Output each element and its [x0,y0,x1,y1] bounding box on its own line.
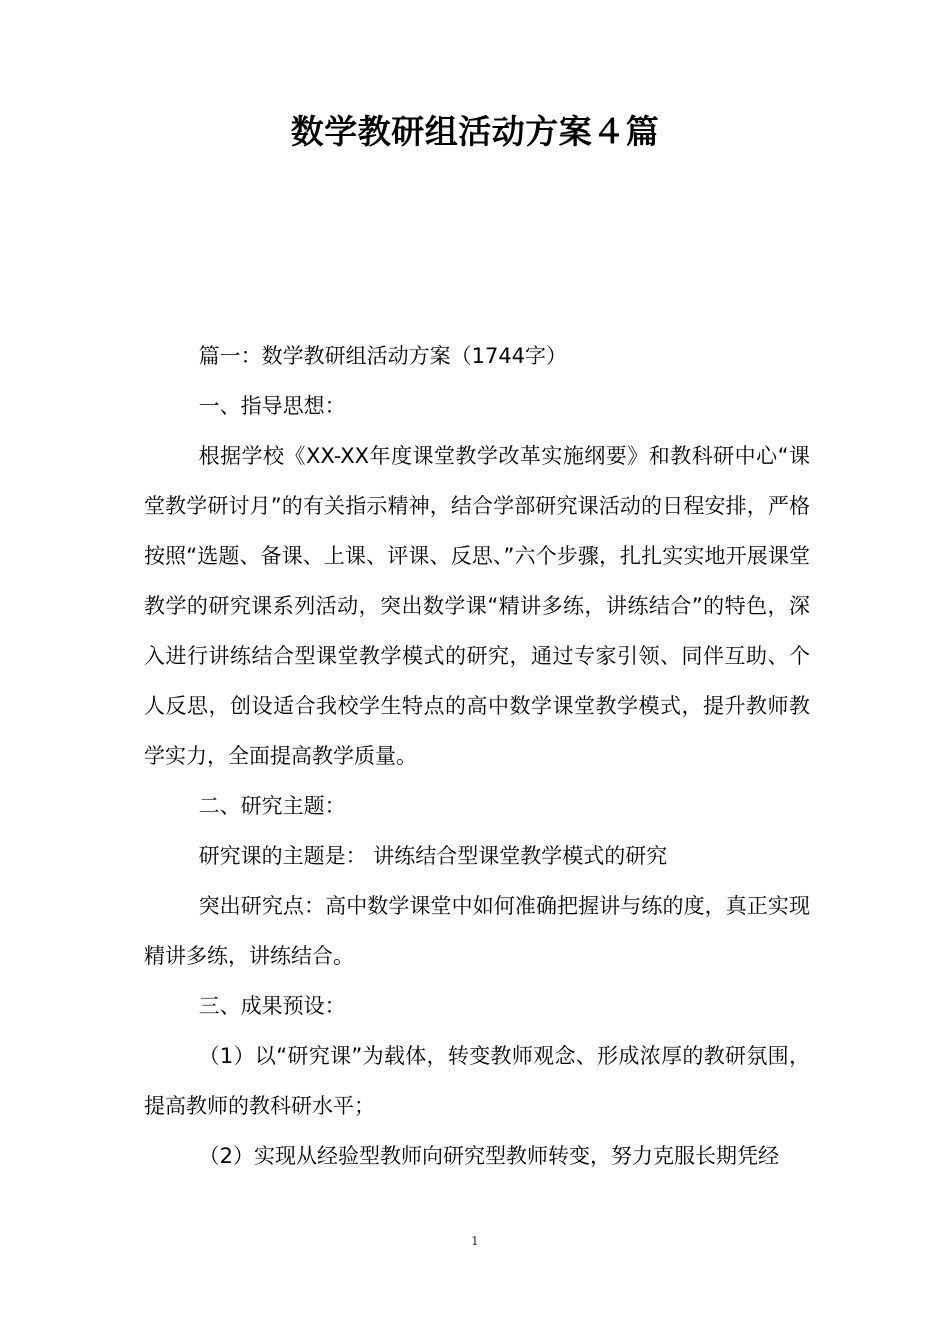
section-heading-part-one: 篇一：数学教研组活动方案（1744字） [198,344,568,368]
paragraph-result-2: （2）实现从经验型教师向研究型教师转变，努力克服长期凭经 [198,1144,779,1168]
paragraph-research-focus: 突出研究点：高中数学课堂中如何准确把握讲与练的度，真正实现精讲多练，讲练结合。 [144,894,810,968]
document-body [144,331,810,1181]
section-heading-guiding-thought: 一、指导思想： [198,394,346,418]
section-heading-expected-results: 三、成果预设： [198,994,346,1018]
section-heading-research-theme: 二、研究主题： [198,794,346,818]
paragraph-result-1: （1）以“研究课”为载体，转变教师观念、形成浓厚的教研氛围，提高教师的教科研水平； [144,1044,810,1118]
paragraph-research-theme: 研究课的主题是： 讲练结合型课堂教学模式的研究 [198,844,668,868]
paragraph-guiding-thought: 根据学校《XX-XX年度课堂教学改革实施纲要》和教科研中心“课堂教学研讨月”的有关指示精神，结合学部研究课活动的日程安排，严格按照“选题、备课、上课、评课、反思、”六个步骤，扎扎实实地开展课堂教学的研究课系列活动，突出数学课“精讲多练，讲练结合”的特色，深入进行讲练结合型课堂教学模式的研究，通过专家引领、同伴互助、个人反思，创设适合我校学生特点的高中数学课堂教学模式，提升教师教学实力，全面提高教学质量。 [144,444,810,768]
document-title: 数学教研组活动方案４篇 [290,112,660,151]
page-number: 1 [471,1234,479,1248]
